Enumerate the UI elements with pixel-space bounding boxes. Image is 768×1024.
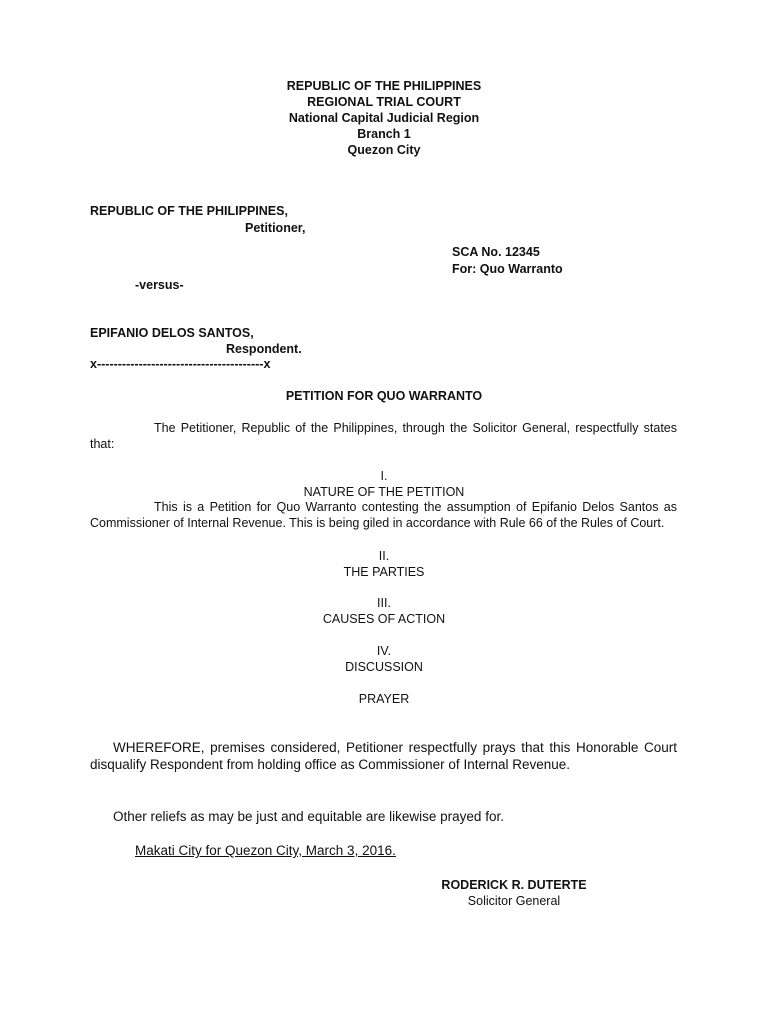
section-heading: DISCUSSION xyxy=(345,660,423,674)
court-header-line-2: REGIONAL TRIAL COURT xyxy=(307,95,461,109)
court-header-line-3: National Capital Judicial Region xyxy=(288,111,480,125)
case-number: SCA No. 12345 xyxy=(452,245,540,259)
versus-label: -versus- xyxy=(135,278,184,292)
other-reliefs-paragraph: Other reliefs as may be just and equitable are likewise prayed for. xyxy=(113,809,504,824)
court-header-line-4: Branch 1 xyxy=(357,127,411,141)
court-header-line-1: REPUBLIC OF THE PHILIPPINES xyxy=(286,79,482,93)
case-for: For: Quo Warranto xyxy=(452,262,563,276)
prayer-heading: PRAYER xyxy=(358,692,410,706)
section-heading: CAUSES OF ACTION xyxy=(322,612,446,626)
signature-block xyxy=(380,877,648,909)
section-heading: NATURE OF THE PETITION xyxy=(303,485,465,499)
section-parties xyxy=(90,548,678,580)
caption-separator: x----------------------------------------x xyxy=(90,357,271,371)
court-header xyxy=(0,78,768,158)
section-numeral: II. xyxy=(378,549,390,563)
signatory-title: Solicitor General xyxy=(467,894,561,908)
petition-title: PETITION FOR QUO WARRANTO xyxy=(285,389,483,403)
section-nature xyxy=(90,468,678,500)
section-causes xyxy=(90,595,678,627)
place-and-date: Makati City for Quezon City, March 3, 2016. xyxy=(135,843,396,858)
prayer-paragraph: WHEREFORE, premises considered, Petitioner respectfully prays that this Honorable Court disqualify Respondent from holding office as Commissioner of Internal Revenue. xyxy=(90,740,677,772)
section-heading: THE PARTIES xyxy=(343,565,425,579)
section-discussion xyxy=(90,643,678,675)
petitioner-role: Petitioner, xyxy=(245,221,306,235)
section-numeral: IV. xyxy=(376,644,392,658)
intro-paragraph: The Petitioner, Republic of the Philippines, through the Solicitor General, respectfully states that: xyxy=(90,421,677,451)
court-header-line-5: Quezon City xyxy=(347,143,421,157)
nature-paragraph: This is a Petition for Quo Warranto contesting the assumption of Epifanio Delos Santos as Commissioner of Internal Revenue. This is being giled in accordance with Rule 66 of the Rules of Court. xyxy=(90,500,677,530)
respondent-name: EPIFANIO DELOS SANTOS, xyxy=(90,326,254,340)
section-numeral: I. xyxy=(380,469,388,483)
respondent-role: Respondent. xyxy=(226,342,302,356)
petitioner-name: REPUBLIC OF THE PHILIPPINES, xyxy=(90,204,288,218)
signatory-name: RODERICK R. DUTERTE xyxy=(441,878,587,892)
section-numeral: III. xyxy=(377,596,391,610)
